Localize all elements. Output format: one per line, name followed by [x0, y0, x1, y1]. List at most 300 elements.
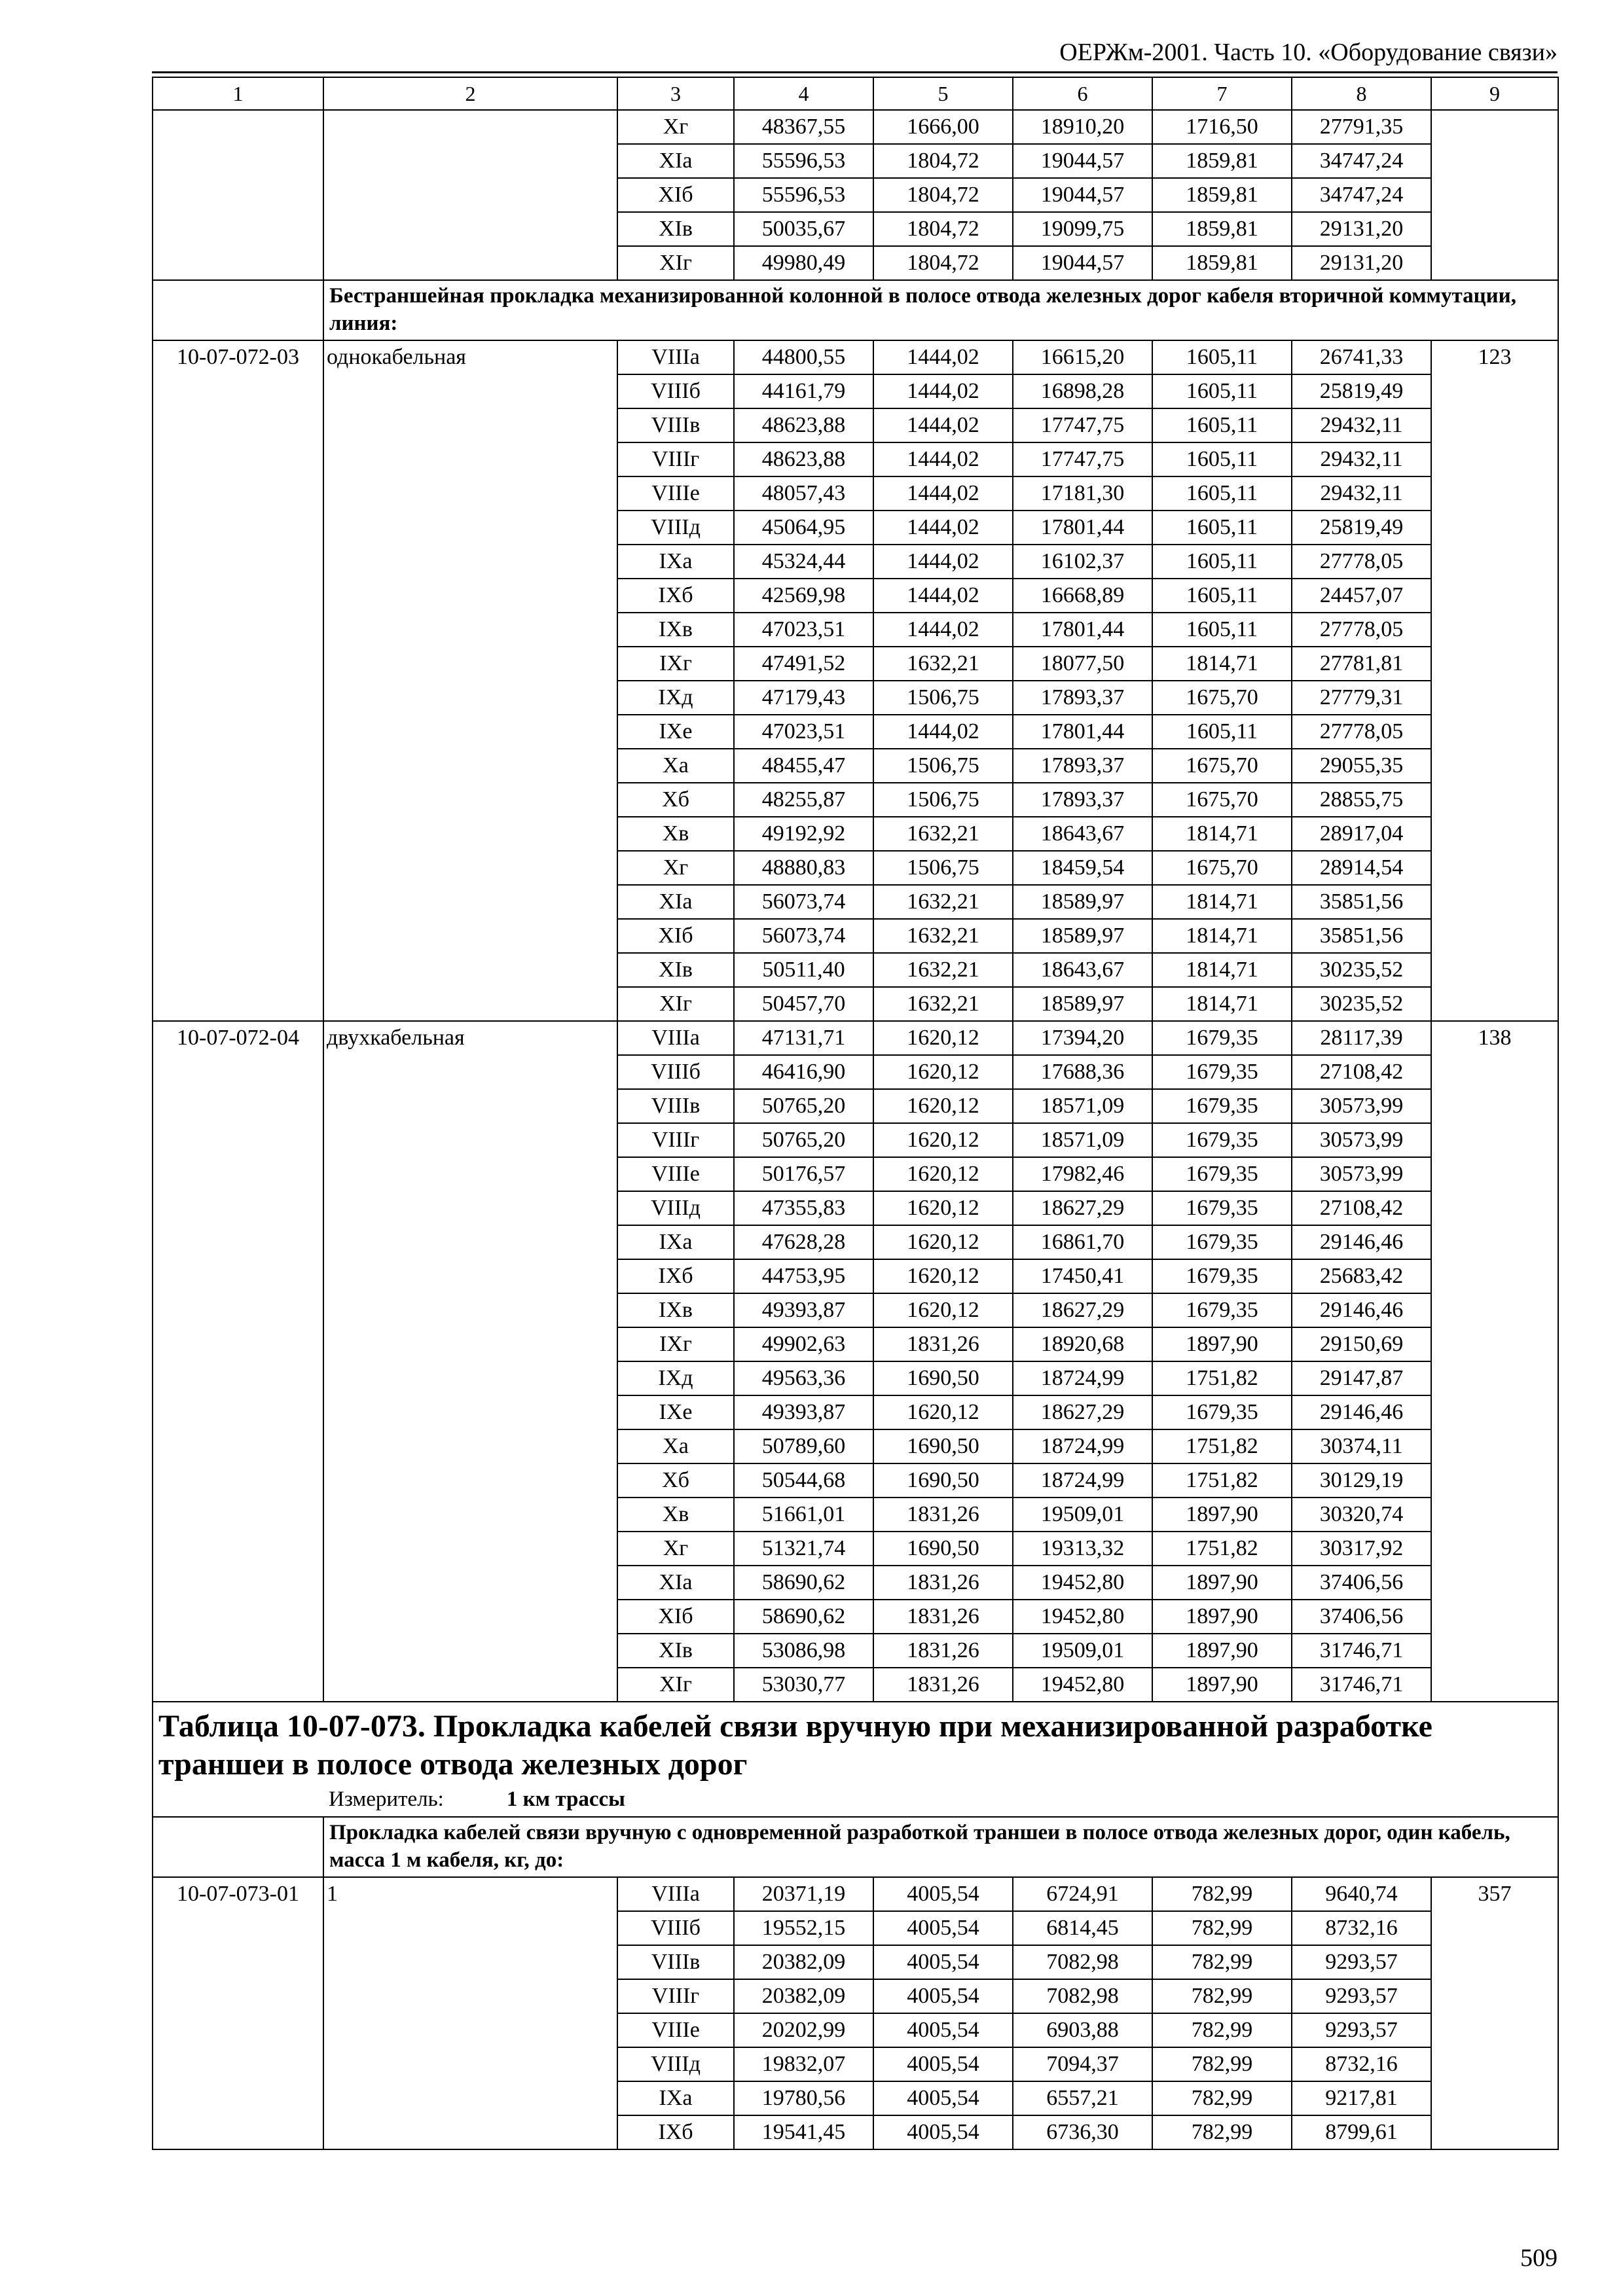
- zone-cell: XIа: [617, 144, 734, 178]
- price-cell: 44753,95: [734, 1259, 873, 1293]
- price-cell: 1679,35: [1152, 1055, 1292, 1089]
- price-cell: 47023,51: [734, 613, 873, 647]
- price-cell: 1506,75: [873, 851, 1013, 885]
- price-cell: 1675,70: [1152, 851, 1292, 885]
- price-cell: 28855,75: [1292, 783, 1431, 817]
- price-cell: 6903,88: [1013, 2013, 1152, 2047]
- mass-cell: 138: [1431, 1021, 1558, 1702]
- rate-name: [323, 110, 617, 280]
- table-row: [153, 340, 1558, 374]
- price-cell: 47179,43: [734, 681, 873, 715]
- price-cell: 17893,37: [1013, 749, 1152, 783]
- price-cell: 25819,49: [1292, 374, 1431, 408]
- price-cell: 19313,32: [1013, 1532, 1152, 1566]
- price-cell: 49393,87: [734, 1395, 873, 1429]
- heading-blank-cell: [153, 280, 323, 340]
- price-cell: 1620,12: [873, 1293, 1013, 1327]
- price-cell: 782,99: [1152, 2047, 1292, 2081]
- price-cell: 1620,12: [873, 1259, 1013, 1293]
- price-cell: 48623,88: [734, 408, 873, 442]
- price-cell: 19541,45: [734, 2115, 873, 2149]
- price-cell: 47491,52: [734, 647, 873, 681]
- column-number: 6: [1013, 77, 1152, 110]
- zone-cell: VIIIа: [617, 1877, 734, 1911]
- price-cell: 782,99: [1152, 1911, 1292, 1945]
- price-cell: 1690,50: [873, 1429, 1013, 1463]
- zone-cell: XIб: [617, 178, 734, 212]
- price-cell: 1897,90: [1152, 1566, 1292, 1600]
- price-cell: 18589,97: [1013, 987, 1152, 1021]
- zone-cell: VIIIе: [617, 476, 734, 511]
- price-cell: 49393,87: [734, 1293, 873, 1327]
- price-cell: 1804,72: [873, 212, 1013, 246]
- price-cell: 49902,63: [734, 1327, 873, 1361]
- price-cell: 1897,90: [1152, 1327, 1292, 1361]
- price-cell: 18571,09: [1013, 1089, 1152, 1123]
- rate-code: 10-07-073-01: [153, 1877, 323, 2149]
- mass-cell: 123: [1431, 340, 1558, 1021]
- price-cell: 56073,74: [734, 919, 873, 953]
- price-cell: 17801,44: [1013, 511, 1152, 545]
- price-cell: 50511,40: [734, 953, 873, 987]
- price-cell: 27108,42: [1292, 1191, 1431, 1225]
- price-cell: 19832,07: [734, 2047, 873, 2081]
- price-cell: 56073,74: [734, 885, 873, 919]
- price-cell: 1444,02: [873, 613, 1013, 647]
- table-title-row: [153, 1702, 1558, 1817]
- price-cell: 18643,67: [1013, 817, 1152, 851]
- price-cell: 8799,61: [1292, 2115, 1431, 2149]
- price-cell: 47355,83: [734, 1191, 873, 1225]
- price-cell: 782,99: [1152, 2081, 1292, 2115]
- zone-cell: VIIIб: [617, 1911, 734, 1945]
- price-cell: 34747,24: [1292, 144, 1431, 178]
- price-cell: 1632,21: [873, 885, 1013, 919]
- price-cell: 18724,99: [1013, 1361, 1152, 1395]
- price-cell: 53030,77: [734, 1668, 873, 1702]
- price-cell: 782,99: [1152, 1945, 1292, 1979]
- zone-cell: Xа: [617, 749, 734, 783]
- zone-cell: IXа: [617, 1225, 734, 1259]
- price-cell: 1605,11: [1152, 511, 1292, 545]
- price-cell: 1605,11: [1152, 442, 1292, 476]
- price-cell: 1666,00: [873, 110, 1013, 144]
- price-cell: 19509,01: [1013, 1498, 1152, 1532]
- zone-cell: IXв: [617, 613, 734, 647]
- price-cell: 19044,57: [1013, 246, 1152, 280]
- price-cell: 1897,90: [1152, 1668, 1292, 1702]
- price-cell: 50544,68: [734, 1463, 873, 1498]
- zone-cell: VIIIв: [617, 1945, 734, 1979]
- price-cell: 4005,54: [873, 2047, 1013, 2081]
- zone-cell: IXб: [617, 1259, 734, 1293]
- price-cell: 17893,37: [1013, 681, 1152, 715]
- price-cell: 1620,12: [873, 1089, 1013, 1123]
- price-cell: 1751,82: [1152, 1463, 1292, 1498]
- price-cell: 1632,21: [873, 953, 1013, 987]
- zone-cell: IXе: [617, 1395, 734, 1429]
- price-cell: 58690,62: [734, 1600, 873, 1634]
- price-cell: 45324,44: [734, 545, 873, 579]
- price-cell: 1814,71: [1152, 817, 1292, 851]
- mass-cell: 357: [1431, 1877, 1558, 2149]
- zone-cell: Xа: [617, 1429, 734, 1463]
- zone-cell: XIв: [617, 953, 734, 987]
- zone-cell: VIIIв: [617, 408, 734, 442]
- price-cell: 6557,21: [1013, 2081, 1152, 2115]
- price-cell: 55596,53: [734, 144, 873, 178]
- price-cell: 19452,80: [1013, 1600, 1152, 1634]
- price-cell: 30573,99: [1292, 1123, 1431, 1157]
- price-cell: 27781,81: [1292, 647, 1431, 681]
- price-cell: 29147,87: [1292, 1361, 1431, 1395]
- price-cell: 29131,20: [1292, 212, 1431, 246]
- price-cell: 28914,54: [1292, 851, 1431, 885]
- price-cell: 50765,20: [734, 1123, 873, 1157]
- zone-cell: XIв: [617, 1634, 734, 1668]
- zone-cell: IXе: [617, 715, 734, 749]
- column-number: 7: [1152, 77, 1292, 110]
- zone-cell: VIIIе: [617, 1157, 734, 1191]
- price-cell: 1814,71: [1152, 987, 1292, 1021]
- zone-cell: XIв: [617, 212, 734, 246]
- price-cell: 18627,29: [1013, 1293, 1152, 1327]
- zone-cell: VIIIг: [617, 442, 734, 476]
- price-cell: 17747,75: [1013, 442, 1152, 476]
- price-cell: 1444,02: [873, 715, 1013, 749]
- price-cell: 1831,26: [873, 1600, 1013, 1634]
- price-cell: 29150,69: [1292, 1327, 1431, 1361]
- price-cell: 1897,90: [1152, 1498, 1292, 1532]
- price-cell: 1620,12: [873, 1021, 1013, 1055]
- price-cell: 1804,72: [873, 178, 1013, 212]
- price-cell: 48623,88: [734, 442, 873, 476]
- price-cell: 16102,37: [1013, 545, 1152, 579]
- price-cell: 18627,29: [1013, 1395, 1152, 1429]
- price-cell: 18589,97: [1013, 885, 1152, 919]
- column-numbers-row: [153, 77, 1558, 110]
- price-cell: 6814,45: [1013, 1911, 1152, 1945]
- price-cell: 49980,49: [734, 246, 873, 280]
- price-cell: 27778,05: [1292, 715, 1431, 749]
- price-cell: 50789,60: [734, 1429, 873, 1463]
- price-cell: 50457,70: [734, 987, 873, 1021]
- price-cell: 30573,99: [1292, 1157, 1431, 1191]
- price-cell: 1690,50: [873, 1361, 1013, 1395]
- rate-code: 10-07-072-04: [153, 1021, 323, 1702]
- price-cell: 18643,67: [1013, 953, 1152, 987]
- price-cell: 1444,02: [873, 442, 1013, 476]
- zone-cell: VIIIб: [617, 1055, 734, 1089]
- price-table: [152, 77, 1559, 2150]
- price-cell: 1506,75: [873, 681, 1013, 715]
- price-cell: 1620,12: [873, 1123, 1013, 1157]
- price-cell: 30573,99: [1292, 1089, 1431, 1123]
- table-title: Таблица 10-07-073. Прокладка кабелей связи вручную при механизированной разработке траншеи в полосе отвода железных дорог: [158, 1709, 1432, 1782]
- price-cell: 1897,90: [1152, 1600, 1292, 1634]
- price-cell: 19452,80: [1013, 1566, 1152, 1600]
- price-cell: 35851,56: [1292, 885, 1431, 919]
- price-cell: 37406,56: [1292, 1566, 1431, 1600]
- price-cell: 1605,11: [1152, 408, 1292, 442]
- price-cell: 29146,46: [1292, 1395, 1431, 1429]
- zone-cell: XIг: [617, 1668, 734, 1702]
- zone-cell: VIIIд: [617, 1191, 734, 1225]
- price-cell: 20382,09: [734, 1979, 873, 2013]
- price-cell: 16861,70: [1013, 1225, 1152, 1259]
- price-cell: 44800,55: [734, 340, 873, 374]
- zone-cell: IXа: [617, 545, 734, 579]
- price-cell: 1814,71: [1152, 919, 1292, 953]
- zone-cell: Xв: [617, 817, 734, 851]
- price-cell: 17394,20: [1013, 1021, 1152, 1055]
- price-cell: 1831,26: [873, 1498, 1013, 1532]
- zone-cell: XIг: [617, 246, 734, 280]
- price-cell: 17181,30: [1013, 476, 1152, 511]
- rate-name: 1: [323, 1877, 617, 2149]
- price-cell: 1804,72: [873, 144, 1013, 178]
- price-cell: 8732,16: [1292, 1911, 1431, 1945]
- price-cell: 27778,05: [1292, 613, 1431, 647]
- price-cell: 34747,24: [1292, 178, 1431, 212]
- table-row: [153, 110, 1558, 144]
- price-cell: 19452,80: [1013, 1668, 1152, 1702]
- price-cell: 37406,56: [1292, 1600, 1431, 1634]
- section-heading-row: [153, 1817, 1558, 1877]
- column-number: 5: [873, 77, 1013, 110]
- price-cell: 1679,35: [1152, 1191, 1292, 1225]
- price-cell: 8732,16: [1292, 2047, 1431, 2081]
- price-cell: 27791,35: [1292, 110, 1431, 144]
- price-cell: 4005,54: [873, 1979, 1013, 2013]
- zone-cell: VIIIд: [617, 511, 734, 545]
- zone-cell: IXг: [617, 1327, 734, 1361]
- price-cell: 1444,02: [873, 408, 1013, 442]
- price-cell: 29432,11: [1292, 442, 1431, 476]
- price-cell: 29055,35: [1292, 749, 1431, 783]
- price-cell: 18571,09: [1013, 1123, 1152, 1157]
- price-cell: 1679,35: [1152, 1123, 1292, 1157]
- price-cell: 1605,11: [1152, 545, 1292, 579]
- price-cell: 1831,26: [873, 1327, 1013, 1361]
- zone-cell: IXб: [617, 2115, 734, 2149]
- price-cell: 1804,72: [873, 246, 1013, 280]
- price-cell: 48455,47: [734, 749, 873, 783]
- price-cell: 47131,71: [734, 1021, 873, 1055]
- zone-cell: Xг: [617, 851, 734, 885]
- price-cell: 16898,28: [1013, 374, 1152, 408]
- zone-cell: Xг: [617, 110, 734, 144]
- price-cell: 19509,01: [1013, 1634, 1152, 1668]
- price-cell: 1814,71: [1152, 885, 1292, 919]
- rate-name: однокабельная: [323, 340, 617, 1021]
- price-cell: 1859,81: [1152, 144, 1292, 178]
- price-cell: 1605,11: [1152, 613, 1292, 647]
- price-cell: 1675,70: [1152, 681, 1292, 715]
- price-cell: 50765,20: [734, 1089, 873, 1123]
- price-cell: 1814,71: [1152, 953, 1292, 987]
- price-cell: 18627,29: [1013, 1191, 1152, 1225]
- price-cell: 16668,89: [1013, 579, 1152, 613]
- rate-code: 10-07-072-03: [153, 340, 323, 1021]
- price-cell: 18077,50: [1013, 647, 1152, 681]
- price-cell: 1632,21: [873, 647, 1013, 681]
- price-cell: 51661,01: [734, 1498, 873, 1532]
- price-cell: 1605,11: [1152, 374, 1292, 408]
- price-cell: 27108,42: [1292, 1055, 1431, 1089]
- zone-cell: IXд: [617, 1361, 734, 1395]
- measure-value: 1 км трассы: [506, 1787, 625, 1811]
- price-cell: 19780,56: [734, 2081, 873, 2115]
- price-cell: 1444,02: [873, 545, 1013, 579]
- zone-cell: IXа: [617, 2081, 734, 2115]
- zone-cell: IXд: [617, 681, 734, 715]
- price-cell: 30235,52: [1292, 953, 1431, 987]
- zone-cell: VIIIб: [617, 374, 734, 408]
- price-cell: 49563,36: [734, 1361, 873, 1395]
- price-cell: 19552,15: [734, 1911, 873, 1945]
- column-number: 1: [153, 77, 323, 110]
- column-number: 2: [323, 77, 617, 110]
- price-cell: 1605,11: [1152, 476, 1292, 511]
- price-cell: 58690,62: [734, 1566, 873, 1600]
- section-heading: Бестраншейная прокладка механизированной колонной в полосе отвода железных дорог кабеля вторичной коммутации, линия:: [323, 280, 1558, 340]
- price-cell: 17982,46: [1013, 1157, 1152, 1191]
- price-cell: 1751,82: [1152, 1532, 1292, 1566]
- zone-cell: VIIIа: [617, 1021, 734, 1055]
- price-cell: 50176,57: [734, 1157, 873, 1191]
- price-cell: 9217,81: [1292, 2081, 1431, 2115]
- price-cell: 782,99: [1152, 2013, 1292, 2047]
- price-cell: 1605,11: [1152, 715, 1292, 749]
- zone-cell: IXв: [617, 1293, 734, 1327]
- price-cell: 17688,36: [1013, 1055, 1152, 1089]
- price-cell: 1444,02: [873, 340, 1013, 374]
- price-cell: 55596,53: [734, 178, 873, 212]
- price-cell: 1620,12: [873, 1395, 1013, 1429]
- zone-cell: VIIIе: [617, 2013, 734, 2047]
- price-cell: 17450,41: [1013, 1259, 1152, 1293]
- price-cell: 30317,92: [1292, 1532, 1431, 1566]
- price-cell: 1675,70: [1152, 749, 1292, 783]
- price-cell: 30129,19: [1292, 1463, 1431, 1498]
- price-cell: 1679,35: [1152, 1225, 1292, 1259]
- price-cell: 53086,98: [734, 1634, 873, 1668]
- zone-cell: XIб: [617, 919, 734, 953]
- price-cell: 1620,12: [873, 1191, 1013, 1225]
- price-cell: 1506,75: [873, 749, 1013, 783]
- price-cell: 4005,54: [873, 2115, 1013, 2149]
- price-cell: 1679,35: [1152, 1089, 1292, 1123]
- price-cell: 1716,50: [1152, 110, 1292, 144]
- price-cell: 1831,26: [873, 1634, 1013, 1668]
- price-cell: 9293,57: [1292, 2013, 1431, 2047]
- price-cell: 782,99: [1152, 2115, 1292, 2149]
- price-cell: 17801,44: [1013, 715, 1152, 749]
- price-cell: 1679,35: [1152, 1021, 1292, 1055]
- price-cell: 31746,71: [1292, 1668, 1431, 1702]
- rate-name: двухкабельная: [323, 1021, 617, 1702]
- running-title: ОЕРЖм-2001. Часть 10. «Оборудование связи»: [1059, 39, 1558, 66]
- price-cell: 782,99: [1152, 1877, 1292, 1911]
- price-cell: 29146,46: [1292, 1293, 1431, 1327]
- section-heading: Прокладка кабелей связи вручную с одновременной разработкой траншеи в полосе отвода железных дорог, один кабель, масса 1 м кабеля, кг, до:: [323, 1817, 1558, 1877]
- table-row: [153, 1021, 1558, 1055]
- price-cell: 19099,75: [1013, 212, 1152, 246]
- rate-code: [153, 110, 323, 280]
- price-cell: 30235,52: [1292, 987, 1431, 1021]
- price-cell: 1444,02: [873, 476, 1013, 511]
- price-cell: 7094,37: [1013, 2047, 1152, 2081]
- column-number: 4: [734, 77, 873, 110]
- price-cell: 50035,67: [734, 212, 873, 246]
- price-cell: 782,99: [1152, 1979, 1292, 2013]
- zone-cell: VIIIг: [617, 1979, 734, 2013]
- price-cell: 7082,98: [1013, 1979, 1152, 2013]
- price-cell: 30320,74: [1292, 1498, 1431, 1532]
- price-cell: 51321,74: [734, 1532, 873, 1566]
- price-cell: 1897,90: [1152, 1634, 1292, 1668]
- column-number: 3: [617, 77, 734, 110]
- price-cell: 9640,74: [1292, 1877, 1431, 1911]
- zone-cell: Xв: [617, 1498, 734, 1532]
- price-cell: 19044,57: [1013, 178, 1152, 212]
- zone-cell: XIг: [617, 987, 734, 1021]
- price-cell: 1679,35: [1152, 1293, 1292, 1327]
- price-cell: 28117,39: [1292, 1021, 1431, 1055]
- price-cell: 4005,54: [873, 2013, 1013, 2047]
- price-cell: 35851,56: [1292, 919, 1431, 953]
- price-cell: 1690,50: [873, 1532, 1013, 1566]
- price-cell: 1751,82: [1152, 1429, 1292, 1463]
- zone-cell: VIIIв: [617, 1089, 734, 1123]
- zone-cell: IXг: [617, 647, 734, 681]
- measure-line: [329, 1785, 1552, 1814]
- price-cell: 1679,35: [1152, 1259, 1292, 1293]
- price-cell: 1679,35: [1152, 1395, 1292, 1429]
- price-cell: 27778,05: [1292, 545, 1431, 579]
- price-cell: 1444,02: [873, 374, 1013, 408]
- price-cell: 4005,54: [873, 1877, 1013, 1911]
- price-cell: 18920,68: [1013, 1327, 1152, 1361]
- zone-cell: IXб: [617, 579, 734, 613]
- zone-cell: XIа: [617, 1566, 734, 1600]
- price-cell: 47023,51: [734, 715, 873, 749]
- price-cell: 47628,28: [734, 1225, 873, 1259]
- price-cell: 48880,83: [734, 851, 873, 885]
- column-number: 9: [1431, 77, 1558, 110]
- price-cell: 49192,92: [734, 817, 873, 851]
- price-cell: 48057,43: [734, 476, 873, 511]
- price-cell: 4005,54: [873, 1911, 1013, 1945]
- price-cell: 1444,02: [873, 511, 1013, 545]
- price-cell: 48255,87: [734, 783, 873, 817]
- price-cell: 1620,12: [873, 1157, 1013, 1191]
- zone-cell: XIб: [617, 1600, 734, 1634]
- price-cell: 29432,11: [1292, 476, 1431, 511]
- price-cell: 27779,31: [1292, 681, 1431, 715]
- price-cell: 1831,26: [873, 1566, 1013, 1600]
- header-rule: [152, 71, 1558, 73]
- price-cell: 1675,70: [1152, 783, 1292, 817]
- price-cell: 1859,81: [1152, 178, 1292, 212]
- zone-cell: Xб: [617, 1463, 734, 1498]
- heading-blank-cell: [153, 1817, 323, 1877]
- price-cell: 31746,71: [1292, 1634, 1431, 1668]
- price-cell: 4005,54: [873, 2081, 1013, 2115]
- zone-cell: Xб: [617, 783, 734, 817]
- price-cell: 25819,49: [1292, 511, 1431, 545]
